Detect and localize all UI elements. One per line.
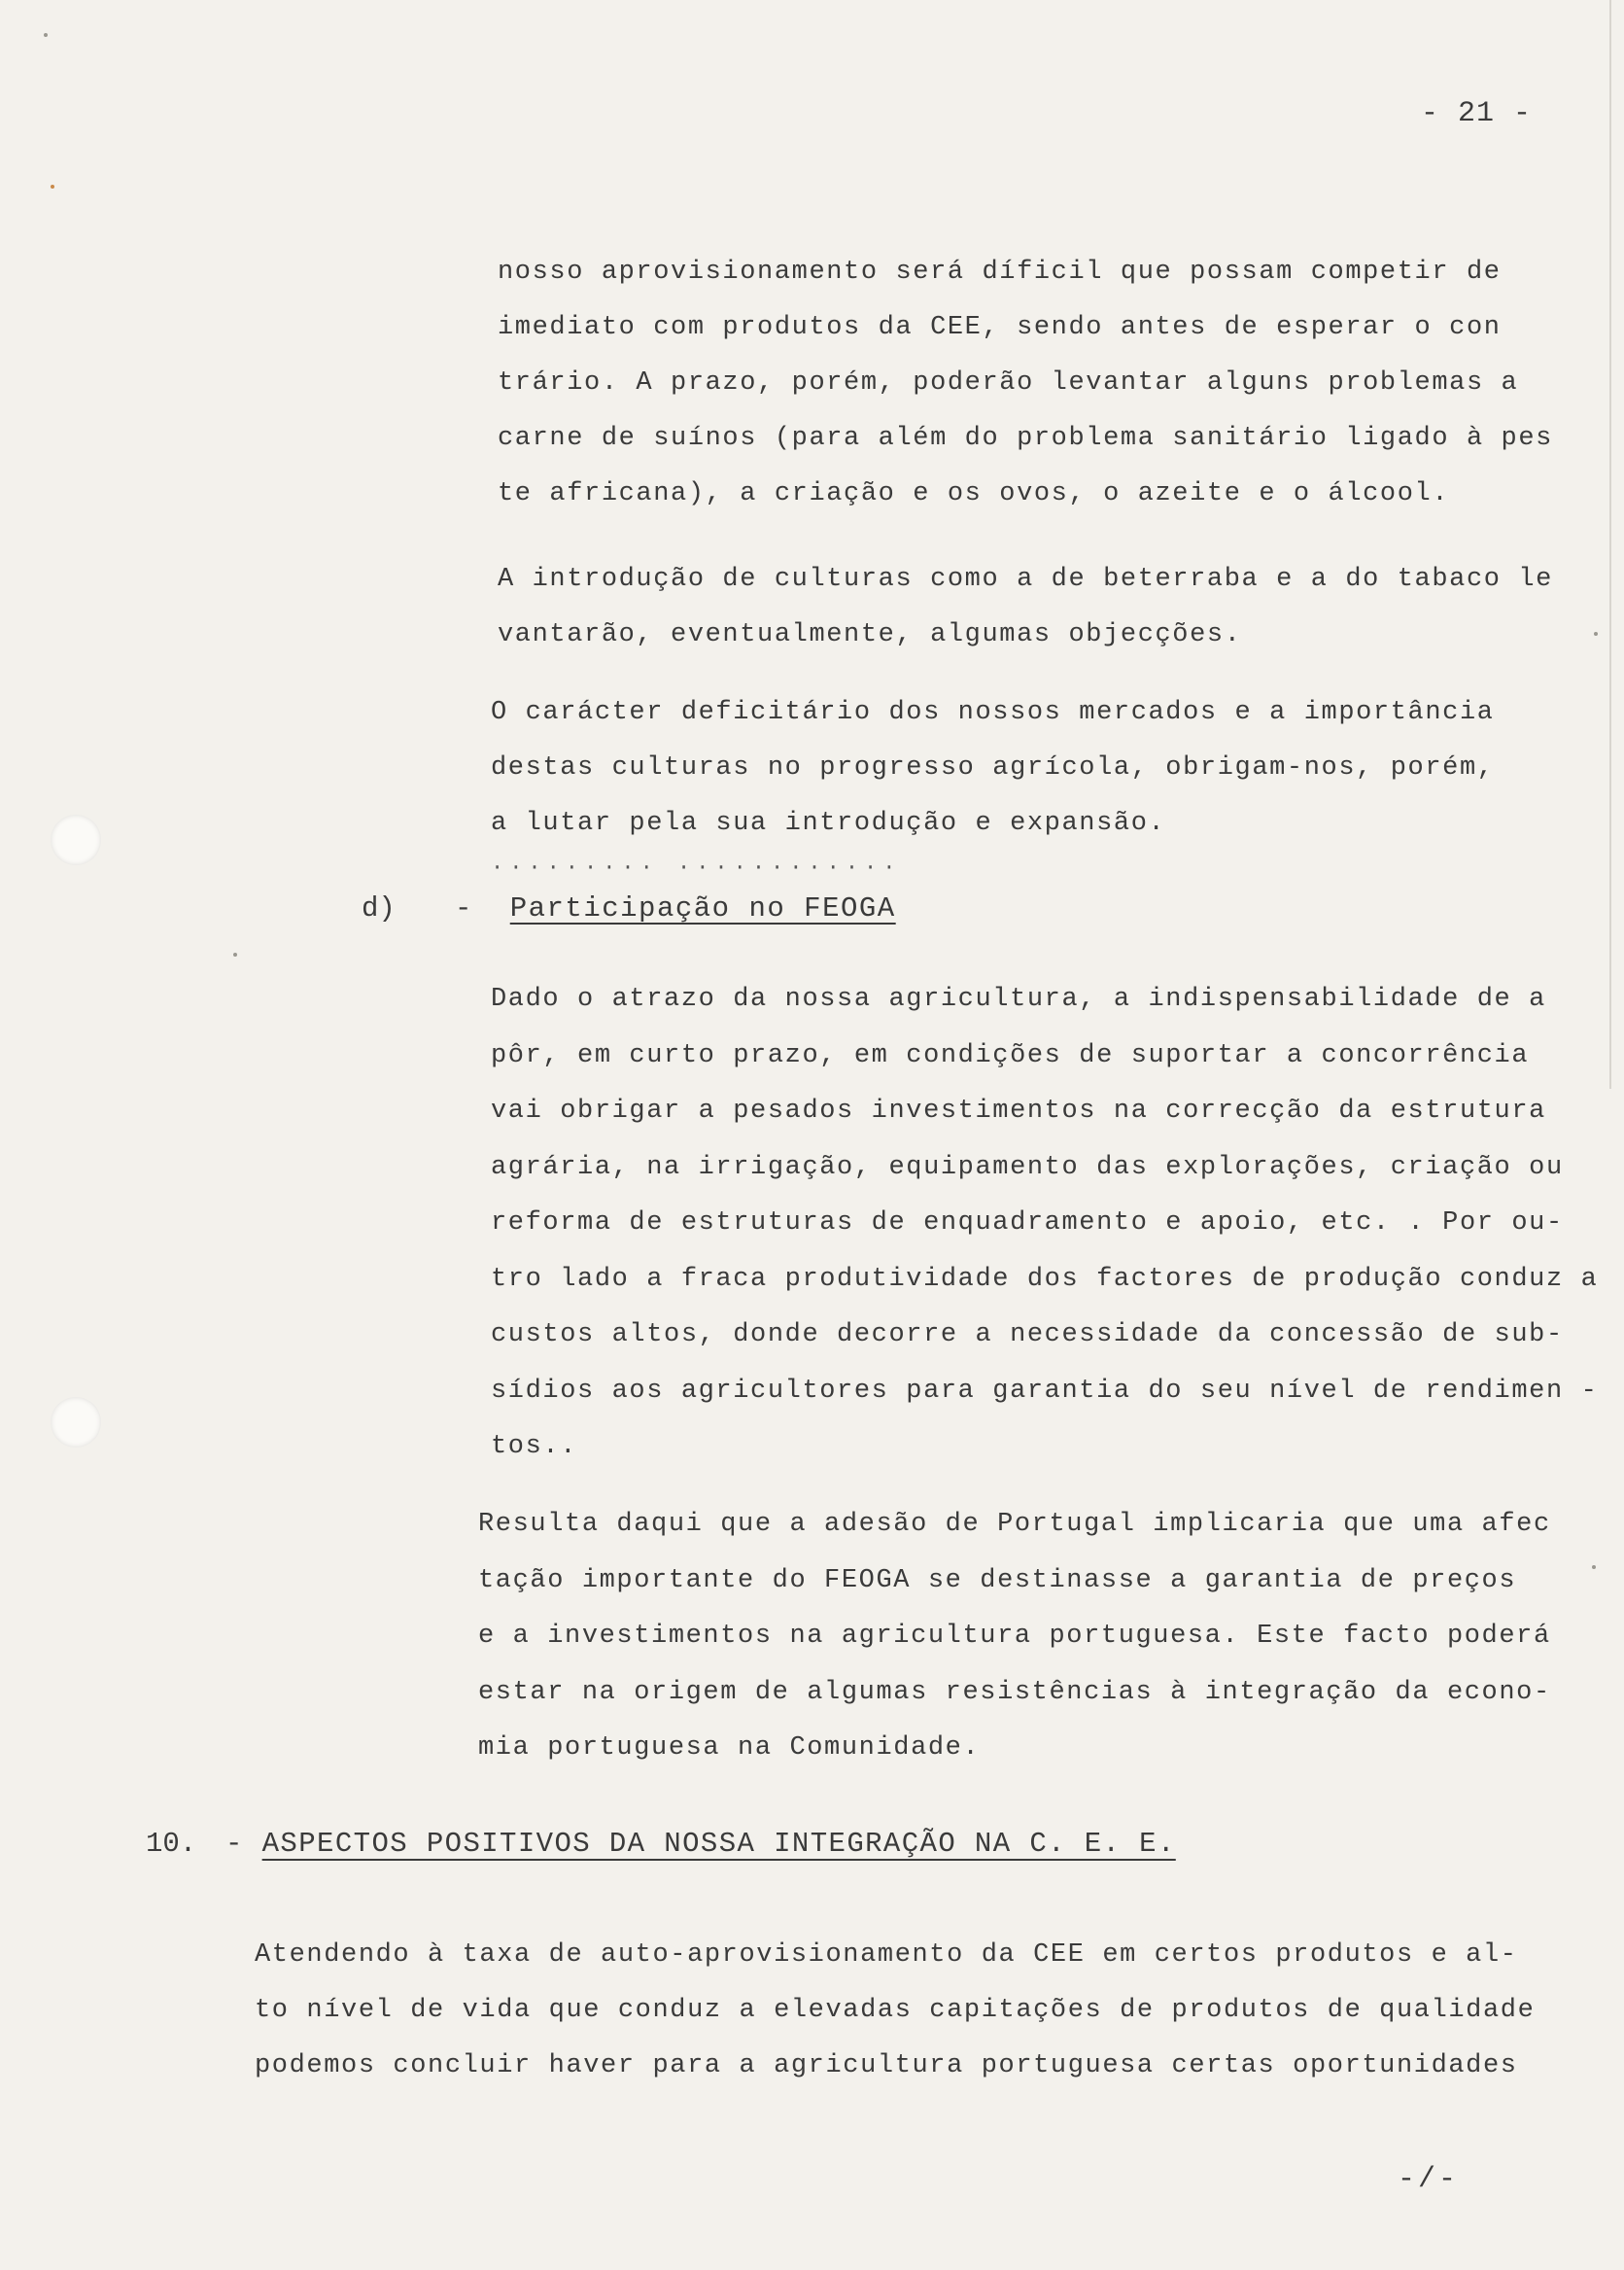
text-line: pôr, em curto prazo, em condições de suportar a concorrência <box>491 1040 1530 1070</box>
page-number: - 21 - <box>1421 97 1533 130</box>
text-line: mia portuguesa na Comunidade. <box>478 1733 981 1763</box>
paragraph-1 <box>498 245 1567 522</box>
text-line: custos altos, donde decorre a necessidade da concessão de sub- <box>491 1320 1564 1349</box>
text-line: podemos concluir haver para a agricultura portuguesa certas oportunidades <box>255 2051 1518 2080</box>
paper-speck <box>51 185 54 189</box>
heading-dash: - <box>455 892 473 925</box>
paper-speck <box>44 33 48 37</box>
section-d-heading <box>455 892 896 925</box>
paragraph-5 <box>478 1497 1557 1777</box>
text-line: agrária, na irrigação, equipamento das explorações, criação ou <box>491 1152 1564 1182</box>
text-line: nosso aprovisionamento será díficil que possam competir de <box>498 258 1502 287</box>
text-line: tro lado a fraca produtividade dos factores de produção conduz a <box>491 1264 1599 1294</box>
paragraph-6 <box>255 1928 1538 2094</box>
section-10-number: 10. <box>146 1828 197 1860</box>
dotted-separator: ········· ············ <box>491 856 902 880</box>
page-edge <box>1609 0 1611 1089</box>
punch-hole <box>51 815 101 865</box>
text-line: Dado o atrazo da nossa agricultura, a indispensabilidade de a <box>491 985 1546 1014</box>
paragraph-2 <box>498 552 1567 663</box>
text-line: tação importante do FEOGA se destinasse a garantia de preços <box>478 1565 1517 1595</box>
punch-hole <box>51 1397 101 1448</box>
text-line: reforma de estruturas de enquadramento e apoio, etc. . Por ou- <box>491 1208 1564 1238</box>
text-line: destas culturas no progresso agrícola, obrigam-nos, porém, <box>491 753 1495 783</box>
paper-speck <box>233 953 237 957</box>
paper-speck <box>1594 632 1598 636</box>
heading-dash: - <box>225 1828 244 1860</box>
continuation-mark: -/- <box>1398 2163 1460 2196</box>
text-line: te africana), a criação e os ovos, o azeite e o álcool. <box>498 479 1450 508</box>
section-10-title: ASPECTOS POSITIVOS DA NOSSA INTEGRAÇÃO NA C. E. E. <box>261 1828 1176 1860</box>
paragraph-4 <box>491 972 1599 1476</box>
text-line: imediato com produtos da CEE, sendo antes de esperar o con <box>498 313 1502 342</box>
text-line: Resulta daqui que a adesão de Portugal implicaria que uma afec <box>478 1510 1551 1539</box>
section-d-title: Participação no FEOGA <box>509 892 896 925</box>
text-line: O carácter deficitário dos nossos mercados e a importância <box>491 698 1495 727</box>
text-line: carne de suínos (para além do problema sanitário ligado à pes <box>498 424 1553 453</box>
text-line: vai obrigar a pesados investimentos na correcção da estrutura <box>491 1097 1546 1126</box>
text-line: a lutar pela sua introdução e expansão. <box>491 809 1166 838</box>
text-line: estar na origem de algumas resistências à integração da econo- <box>478 1677 1551 1707</box>
text-line: e a investimentos na agricultura portuguesa. Este facto poderá <box>478 1622 1551 1651</box>
text-line: vantarão, eventualmente, algumas objecções. <box>498 620 1242 649</box>
text-line: trário. A prazo, porém, poderão levantar alguns problemas a <box>498 368 1519 398</box>
text-line: tos.. <box>491 1432 578 1461</box>
text-line: Atendendo à taxa de auto-aprovisionamento da CEE em certos produtos e al- <box>255 1940 1518 1970</box>
section-d-label: d) <box>362 892 396 925</box>
paper-speck <box>1592 1565 1596 1569</box>
text-line: A introdução de culturas como a de beterraba e a do tabaco le <box>498 565 1553 594</box>
text-line: sídios aos agricultores para garantia do seu nível de rendimen - <box>491 1376 1599 1406</box>
paragraph-3 <box>491 685 1560 852</box>
text-line: to nível de vida que conduz a elevadas capitações de produtos de qualidade <box>255 1996 1536 2025</box>
section-10-heading <box>225 1828 1176 1860</box>
